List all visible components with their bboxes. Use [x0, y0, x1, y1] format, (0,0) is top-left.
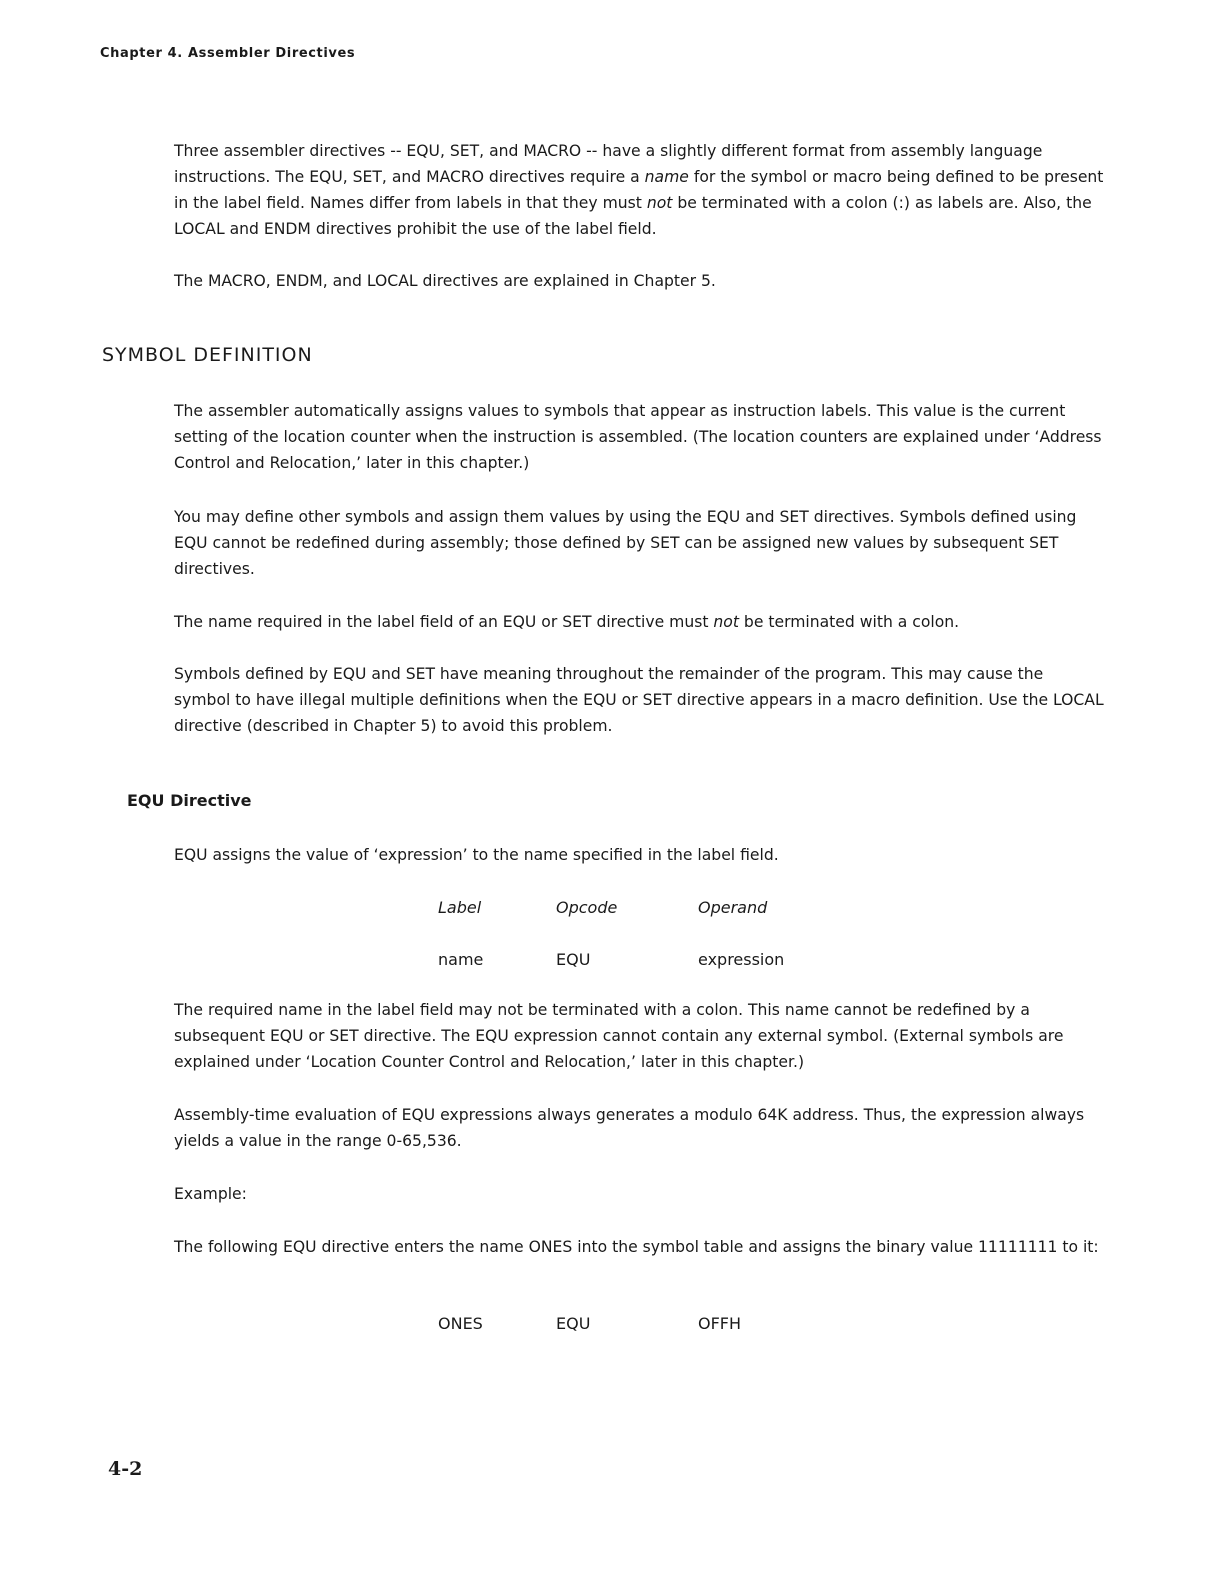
example-opcode: EQU	[556, 1314, 591, 1333]
syntax-row	[438, 946, 898, 972]
equ-syntax-table	[438, 894, 898, 972]
example-name: ONES	[438, 1314, 483, 1333]
intro-emphasis-name: name	[644, 168, 689, 186]
equ-paragraph-2: The required name in the label field may not be terminated with a colon. This name cannot be redefined by a subsequent EQU or SET directive. The EQU expression cannot contain any external symbol. (External symbols are explained under ‘Location Counter Control and Relocation,’ later in this chapter.)	[174, 1001, 1064, 1071]
intro-paragraph-1	[174, 138, 1104, 242]
example-label: Example:	[174, 1185, 247, 1203]
example-code-line	[438, 1314, 741, 1333]
symbol-def-emphasis-not: not	[713, 613, 739, 631]
syntax-label-value: name	[438, 949, 484, 969]
subheading-equ-directive: EQU Directive	[127, 791, 252, 810]
equ-paragraph-4: The following EQU directive enters the name ONES into the symbol table and assigns the binary value 11111111 to it:	[174, 1238, 1099, 1256]
symbol-def-paragraph-4: Symbols defined by EQU and SET have meaning throughout the remainder of the program. This may cause the symbol to have illegal multiple definitions when the EQU or SET directive appears in a macro definition. Use the LOCAL directive (described in Chapter 5) to avoid this problem.	[174, 665, 1104, 735]
syntax-header-label: Label	[438, 897, 482, 917]
equ-paragraph-3: Assembly-time evaluation of EQU expressions always generates a modulo 64K address. Thus, the expression always yields a value in the range 0-65,536.	[174, 1106, 1085, 1150]
symbol-def-paragraph-2: You may define other symbols and assign them values by using the EQU and SET directives. Symbols defined using EQU cannot be redefined during assembly; those defined by SET can be assigned new values by subsequent SET directives.	[174, 508, 1077, 578]
syntax-header-opcode: Opcode	[556, 897, 618, 917]
symbol-def-paragraph-1: The assembler automatically assigns values to symbols that appear as instruction labels. This value is the current setting of the location counter when the instruction is assembled. (The location counters are explained under ‘Address Control and Relocation,’ later in this chapter.)	[174, 402, 1102, 472]
equ-paragraph-1: EQU assigns the value of ‘expression’ to the name specified in the label field.	[174, 846, 779, 864]
symbol-def-text-2: be terminated with a colon.	[738, 613, 960, 631]
intro-text-3: be terminated with a colon (:) as labels are. Also, the LOCAL and ENDM directives prohibit the use of the label field.	[174, 194, 1092, 238]
intro-text-2: for the symbol or macro being defined to be present in the label field. Names differ from labels in that they must	[174, 168, 1104, 212]
symbol-def-text-1: The name required in the label field of an EQU or SET directive must	[174, 613, 714, 631]
running-head: Chapter 4. Assembler Directives	[100, 46, 356, 61]
syntax-header-row	[438, 894, 898, 946]
syntax-opcode-value: EQU	[556, 949, 591, 969]
syntax-header-operand: Operand	[698, 897, 768, 917]
symbol-def-paragraph-3	[174, 609, 1104, 635]
intro-paragraph-2: The MACRO, ENDM, and LOCAL directives are explained in Chapter 5.	[174, 272, 716, 290]
syntax-operand-value: expression	[698, 949, 785, 969]
section-heading-symbol-definition: SYMBOL DEFINITION	[102, 344, 313, 366]
intro-emphasis-not: not	[646, 194, 673, 212]
intro-text-1: Three assembler directives -- EQU, SET, and MACRO -- have a slightly different format from assembly language instructions. The EQU, SET, and MACRO directives require a	[174, 142, 1043, 186]
page-number: 4-2	[108, 1458, 143, 1480]
example-operand: OFFH	[698, 1314, 742, 1333]
